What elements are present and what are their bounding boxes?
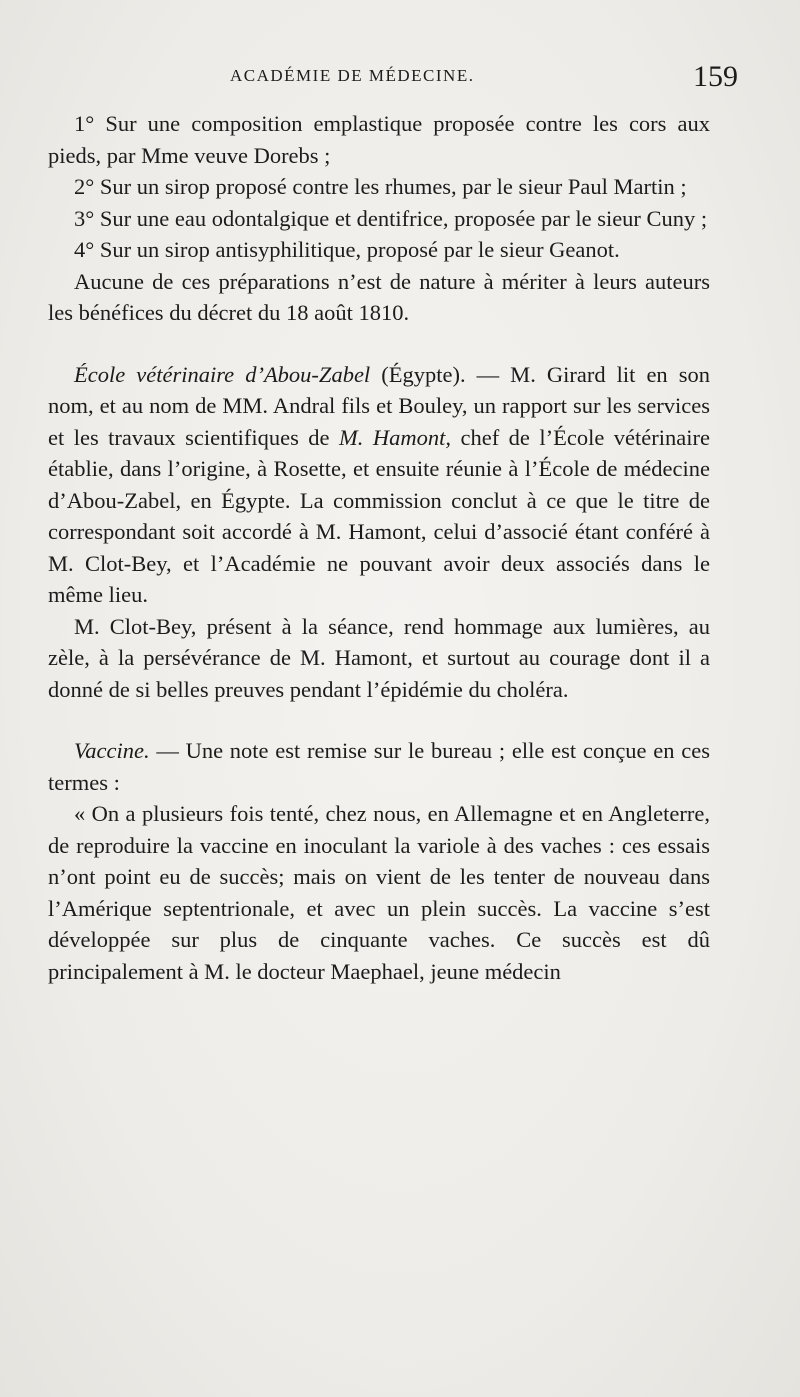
page-number: 159	[693, 60, 738, 93]
paragraph-item-1: 1° Sur une composition emplastique proposée contre les cors aux pieds, par Mme veuve Dorebs ;	[48, 111, 710, 168]
paragraph-conclusion: Aucune de ces préparations n’est de nature à mériter à leurs auteurs les bénéfices du décret du 18 août 1810.	[48, 268, 710, 325]
paragraph-abou-zabel-text: (Égypte). — M. Girard lit en son nom, et au nom de MM. Andral fils et Bouley, un rapport sur les services et les travaux scientifiques de	[48, 361, 710, 450]
running-title: ACADÉMIE DE MÉDECINE.	[230, 66, 475, 85]
section-heading-ecole: École vétérinaire d’Abou-Zabel	[74, 361, 371, 387]
person-name-hamont: M. Hamont,	[339, 424, 451, 450]
paragraph-abou-zabel	[48, 359, 710, 611]
paragraph-abou-zabel-rest: chef de l’École vétérinaire établie, dans l’origine, à Rosette, et ensuite réunie à l’École de médecine d’Abou-Zabel, en Égypte. La commission conclut à ce que le titre de correspondant soit accordé à M. Hamont, celui d’associé étant conféré à M. Clot-Bey, et l’Académie ne pouvant avoir deux associés dans le même lieu.	[48, 424, 710, 607]
paragraph-vaccine-text: — Une note est remise sur le bureau ; elle est conçue en ces termes :	[48, 738, 710, 795]
section-heading-vaccine: Vaccine.	[74, 738, 150, 763]
paragraph-item-2: 2° Sur un sirop proposé contre les rhumes, par le sieur Paul Martin ;	[74, 174, 687, 199]
body-text	[48, 108, 710, 987]
paragraph-vaccine	[48, 735, 710, 798]
paragraph-item-3: 3° Sur une eau odontalgique et dentifrice, proposée par le sieur Cuny ;	[74, 205, 708, 231]
paragraph-clot-bey: M. Clot-Bey, présent à la séance, rend hommage aux lumières, au zèle, à la persévérance de M. Hamont, et surtout au courage dont il a donné de si belles preuves pendant l’épidémie du choléra.	[48, 613, 710, 702]
paragraph-item-4: 4° Sur un sirop antisyphilitique, proposé par le sieur Geanot.	[74, 237, 620, 262]
paragraph-quote: « On a plusieurs fois tenté, chez nous, en Allemagne et en Angleterre, de reproduire la vaccine en inoculant la variole à des vaches : ces essais n’ont point eu de succès; mais on vient de les tenter de nouveau dans l’Amérique septentrionale, et avec un plein succès. La vaccine s’est développée sur plus de cinquante vaches. Ce succès est dû principalement à M. le docteur Maephael, jeune médecin	[48, 801, 710, 984]
section-gap	[48, 329, 710, 359]
running-head	[48, 60, 738, 100]
section-gap	[48, 705, 710, 735]
